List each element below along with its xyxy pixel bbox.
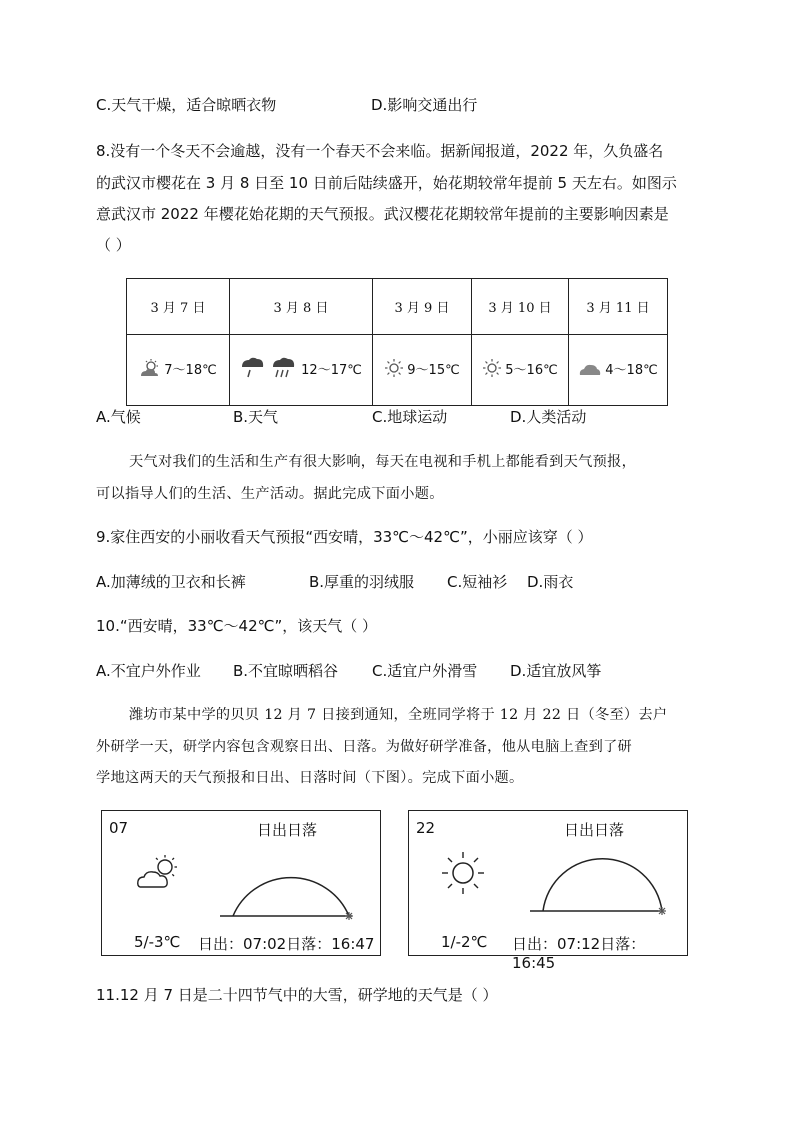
intro1-line-1: 天气对我们的生活和生产有很大影响，每天在电视和手机上都能看到天气预报， [129, 454, 637, 470]
q8-line-4: （ ） [96, 236, 131, 254]
panel-temperature: 1/-2℃ [441, 933, 488, 951]
sun-path-arc [527, 839, 667, 919]
q8-option-c: C.地球运动 [372, 408, 448, 426]
forecast-cell [569, 335, 668, 406]
q10-option-b: B.不宜晾晒稻谷 [233, 662, 339, 680]
q8-option-b: B.天气 [233, 408, 279, 426]
panel-day: 07 [109, 819, 129, 837]
q11-stem: 11.12 月 7 日是二十四节气中的大雪，研学地的天气是（ ） [96, 986, 498, 1004]
q7-option-c: C.天气干燥，适合晾晒衣物 [96, 96, 277, 114]
intro1-line-2: 可以指导人们的生活、生产活动。据此完成下面小题。 [96, 486, 444, 502]
sun-panel-dec-07 [101, 810, 381, 956]
partly-cloudy-icon [136, 853, 182, 891]
forecast-date: 3 月 11 日 [569, 279, 668, 335]
panel-caption: 日出日落 [257, 821, 318, 839]
forecast-cell [127, 335, 230, 406]
panel-sun-times: 日出：07:12日落：16:45 [512, 935, 646, 972]
sun-path-arc [220, 841, 360, 921]
q10-stem: 10.“西安晴，33℃～42℃”，该天气（ ） [96, 617, 378, 635]
sun-panel-dec-22 [408, 810, 688, 972]
forecast-date: 3 月 7 日 [127, 279, 230, 335]
intro2-line-3: 学地这两天的天气预报和日出、日落时间（下图）。完成下面小题。 [96, 770, 524, 786]
q9-option-d: D.雨衣 [527, 573, 574, 591]
sun-icon [439, 849, 487, 897]
q7-option-d: D.影响交通出行 [371, 96, 478, 114]
partly-sunny-icon [139, 358, 161, 378]
sunny-icon [482, 358, 502, 378]
sunny-icon [384, 358, 404, 378]
q9-option-b: B.厚重的羽绒服 [309, 573, 415, 591]
forecast-cell [472, 335, 569, 406]
q8-line-3: 意武汉市 2022 年樱花始花期的天气预报。武汉樱花花期较常年提前的主要影响因素是 [96, 205, 669, 223]
forecast-cell [230, 335, 373, 406]
q8-line-1: 8.没有一个冬天不会逾越，没有一个春天不会来临。据新闻报道，2022 年，久负盛名 [96, 142, 664, 160]
cloudy-icon [578, 361, 602, 377]
intro2-line-1: 潍坊市某中学的贝贝 12 月 7 日接到通知，全班同学将于 12 月 22 日（冬至）去户 [129, 707, 668, 723]
forecast-table [126, 278, 668, 406]
panel-day: 22 [416, 819, 436, 837]
q10-option-a: A.不宜户外作业 [96, 662, 201, 680]
q8-option-a: A.气候 [96, 408, 141, 426]
q8-line-2: 的武汉市樱花在 3 月 8 日至 10 日前后陆续盛开，始花期较常年提前 5 天左右。如图示 [96, 174, 677, 192]
forecast-date-row [127, 279, 668, 335]
forecast-weather-row [127, 335, 668, 406]
forecast-date: 3 月 10 日 [472, 279, 569, 335]
forecast-temp: 12～17℃ [301, 362, 362, 378]
q8-option-d: D.人类活动 [510, 408, 587, 426]
q9-option-a: A.加薄绒的卫衣和长裤 [96, 573, 246, 591]
panel-caption: 日出日落 [564, 821, 625, 839]
panel-sun-times: 日出：07:02日落：16:47 [198, 935, 375, 953]
q10-option-d: D.适宜放风筝 [510, 662, 602, 680]
rain-icon [240, 356, 298, 380]
q9-stem: 9.家住西安的小丽收看天气预报“西安晴，33℃～42℃”，小丽应该穿（ ） [96, 528, 593, 546]
intro2-line-2: 外研学一天，研学内容包含观察日出、日落。为做好研学准备，他从电脑上查到了研 [96, 739, 633, 755]
q9-option-c: C.短袖衫 [447, 573, 508, 591]
panel-temperature: 5/-3℃ [134, 933, 181, 951]
forecast-cell [373, 335, 472, 406]
forecast-temp: 7～18℃ [164, 362, 217, 378]
forecast-temp: 9～15℃ [407, 362, 460, 378]
forecast-date: 3 月 8 日 [230, 279, 373, 335]
forecast-temp: 4～18℃ [605, 363, 658, 379]
q10-option-c: C.适宜户外滑雪 [372, 662, 478, 680]
forecast-date: 3 月 9 日 [373, 279, 472, 335]
forecast-temp: 5～16℃ [505, 362, 558, 378]
